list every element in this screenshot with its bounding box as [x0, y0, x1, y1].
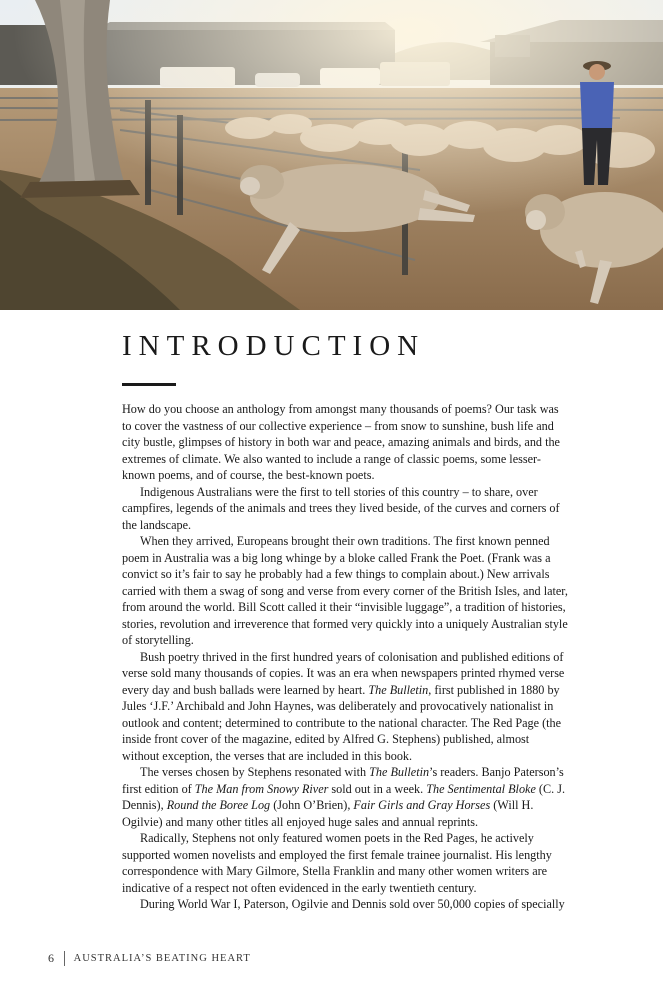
- text-run: , first published in 1880 by Jules ‘J.F.’ Archibald and John Haynes, was deliberately and provocatively nationalist in outlook and content; determined to contribute to the national character. The Red Page (the inside front cover of the magazine, edited by Alfred G. Stephens) published, almost without exception, the verses that are included in this book.: [122, 682, 562, 763]
- italic-title: The Sentimental Bloke: [426, 781, 536, 796]
- page-footer: [48, 951, 251, 966]
- text-run: Radically, Stephens not only featured women poets in the Red Pages, he actively supported women novelists and employed the first female trainee journalist. His lengthy correspondence with Mary Gilmore, Stella Franklin and many other women writers are indicative of a respect not often evidenced in the early twentieth century.: [122, 831, 552, 895]
- title-rule: [122, 383, 176, 386]
- text-run: How do you choose an anthology from amongst many thousands of poems? Our task was to cover the vastness of our collective experience – from snow to sunshine, bush life and city bustle, glimpses of history in both war and peace, amazing animals and birds, and the extremes of climate. We also wanted to include a range of classic poems, some lesser-known poems, and of course, the best-known poets.: [122, 402, 560, 482]
- text-run: The verses chosen by Stephens resonated with: [140, 765, 370, 779]
- body-paragraph: [122, 764, 568, 830]
- italic-title: Round the Boree Log: [166, 798, 271, 812]
- text-run: (John O’Brien),: [270, 798, 354, 812]
- body-paragraph: [122, 401, 568, 484]
- italic-title: The Man from Snowy River: [194, 781, 329, 796]
- text-run: Bush poetry thrived in the first hundred years of colonisation and published editions of verse sold many thousands of copies. It was an era when newspapers printed rhymed verse every day and bush ballads were learned by heart.: [122, 649, 565, 697]
- header-photo: [0, 0, 663, 310]
- footer-separator: [64, 951, 65, 966]
- body-text: [122, 401, 568, 913]
- italic-title: The Bulletin: [369, 765, 430, 779]
- text-run: (Will H. Ogilvie) and many other titles all enjoyed huge sales and annual reprints.: [122, 798, 534, 829]
- italic-title: The Bulletin: [368, 682, 429, 697]
- body-paragraph: [122, 484, 568, 534]
- text-run: ’s readers. Banjo Paterson’s first edition of: [122, 765, 564, 796]
- text-run: During World War I, Paterson, Ogilvie and Dennis sold over 50,000 copies of specially: [140, 897, 565, 911]
- italic-title: Fair Girls and Gray Horses: [353, 798, 491, 812]
- page-title: INTRODUCTION: [122, 330, 426, 362]
- body-paragraph: [122, 896, 568, 913]
- text-run: sold out in a week.: [328, 781, 427, 796]
- running-head: AUSTRALIA’S BEATING HEART: [73, 953, 251, 964]
- text-run: When they arrived, Europeans brought their own traditions. The first known penned poem in Australia was a big long whinge by a bloke called Frank the Poet. (Frank was a convict so it’s fair to say he probably had a few things to complain about.) New arrivals carried with them a swag of song and verse from every corner of the British Isles, and later, from around the world. Bill Scott called it their “invisible luggage”, a tradition of histories, stories, revolution and irreverence that formed very quickly into a uniquely Australian style of storytelling.: [122, 534, 568, 647]
- body-paragraph: [122, 533, 568, 649]
- photograph-sheep-yard-icon: [0, 0, 663, 310]
- text-run: Indigenous Australians were the first to tell stories of this country – to share, over campfires, legends of the animals and trees they lived beside, of the curves and corners of the landscape.: [122, 484, 560, 532]
- body-paragraph: [122, 830, 568, 896]
- body-paragraph: [122, 649, 568, 765]
- page-number: 6: [48, 951, 55, 965]
- text-run: (C. J. Dennis),: [122, 781, 565, 812]
